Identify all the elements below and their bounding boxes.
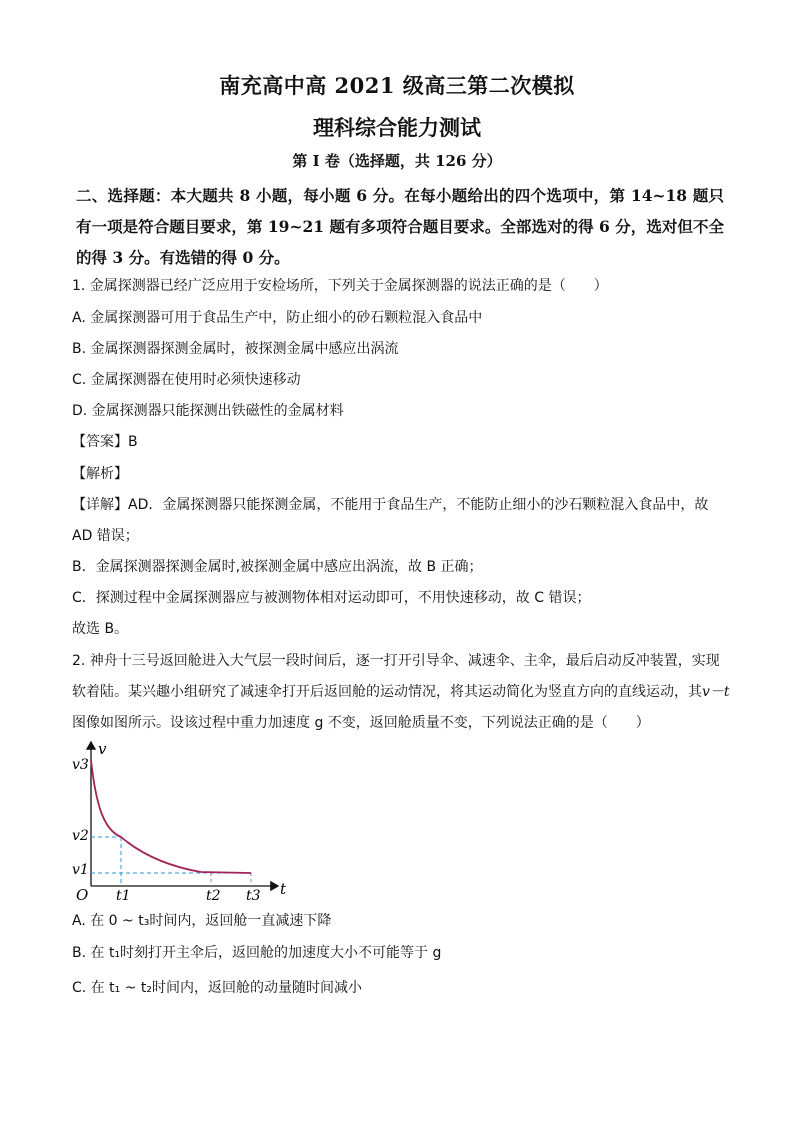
x-axis-label: t	[280, 880, 287, 898]
origin-label: O	[76, 886, 89, 902]
q2-option-b: B. 在 t₁时刻打开主伞后，返回舱的加速度大小不可能等于 g	[72, 945, 442, 961]
answer-value: B	[128, 434, 138, 450]
detail-line-2: AD 错误；	[72, 528, 139, 544]
vt-symbol: v－t	[702, 684, 730, 700]
t3-label: t3	[246, 888, 261, 902]
v2-label: v2	[72, 828, 89, 844]
detail-line-1	[72, 494, 708, 514]
q2-stem-line-2-text: 软着陆。某兴趣小组研究了减速伞打开后返回舱的运动情况，将其运动简化为竖直方向的直线运动，其	[72, 684, 702, 700]
v1-label: v1	[72, 862, 89, 878]
q1-option-a: A. 金属探测器可用于食品生产中，防止细小的砂石颗粒混入食品中	[72, 310, 483, 326]
volume-heading: 第 I 卷（选择题，共 126 分）	[292, 152, 502, 170]
q2-stem-line-3: 图像如图所示。设该过程中重力加速度 g 不变，返回舱质量不变，下列说法正确的是（ ）	[72, 715, 650, 731]
detail-line-3: B．金属探测器探测金属时,被探测金属中感应出涡流，故 B 正确；	[72, 559, 483, 575]
velocity-curve	[91, 760, 251, 873]
q1-option-b: B. 金属探测器探测金属时，被探测金属中感应出涡流	[72, 341, 399, 357]
t2-label: t2	[206, 888, 221, 902]
detail-line-4: C．探测过程中金属探测器应与被测物体相对运动即可，不用快速移动，故 C 错误；	[72, 590, 591, 606]
q1-answer-row	[72, 431, 138, 451]
y-axis-label: v	[98, 740, 107, 758]
q1-option-d: D. 金属探测器只能探测出铁磁性的金属材料	[72, 403, 344, 419]
exam-subtitle: 理科综合能力测试	[313, 115, 481, 140]
q1-stem: 1. 金属探测器已经广泛应用于安检场所，下列关于金属探测器的说法正确的是（ ）	[72, 278, 608, 294]
analysis-tag: 【解析】	[72, 466, 128, 482]
q2-stem-line-1: 2. 神舟十三号返回舱进入大气层一段时间后，逐一打开引导伞、减速伞、主伞，最后启动反冲装置，实现	[72, 653, 720, 669]
detail-tag: 【详解】	[72, 497, 128, 513]
answer-tag: 【答案】	[72, 434, 128, 450]
q2-stem-line-2	[72, 681, 730, 701]
q2-option-a: A. 在 0 ~ t₃时间内，返回舱一直减速下降	[72, 913, 332, 929]
t1-label: t1	[116, 888, 131, 902]
vt-graph	[66, 736, 306, 902]
q2-option-c: C. 在 t₁ ~ t₂时间内，返回舱的动量随时间减小	[72, 980, 362, 996]
v3-label: v3	[72, 757, 89, 773]
detail-text-1: AD．金属探测器只能探测金属，不能用于食品生产，不能防止细小的沙石颗粒混入食品中，故	[128, 497, 709, 513]
detail-line-5: 故选 B。	[72, 621, 129, 637]
exam-title: 南充高中高 2021 级高三第二次模拟	[219, 73, 575, 98]
q1-option-c: C. 金属探测器在使用时必须快速移动	[72, 372, 301, 388]
section-instructions: 二、选择题：本大题共 8 小题，每小题 6 分。在每小题给出的四个选项中，第 14~18 题只有一项是符合题目要求，第 19~21 题有多项符合题目要求。全部选对的得 6 分，选对但不全的得 3 分。有选错的得 0 分。	[76, 186, 724, 267]
